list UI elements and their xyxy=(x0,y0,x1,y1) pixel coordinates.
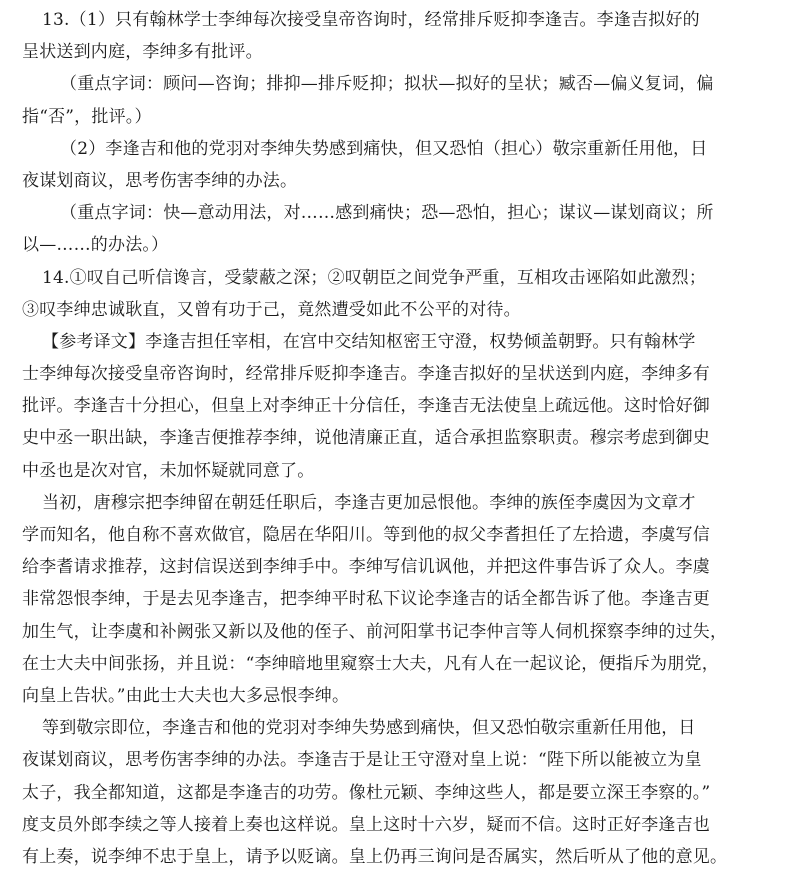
text-line: 呈状送到内庭，李绅多有批评。 xyxy=(22,42,263,63)
text-line: 太子，我全都知道，这都是李逢吉的功劳。像杜元颖、李绅这些人，都是要立深王李察的。” xyxy=(22,782,711,803)
text-line: 有上奏，说李绅不忠于皇上，请予以贬谪。皇上仍再三询问是否属实，然后听从了他的意见。 xyxy=(22,846,728,867)
text-line: 中丞也是次对官，未加怀疑就同意了。 xyxy=(22,460,315,481)
text-line: 以—……的办法。） xyxy=(22,235,169,256)
text-line: 向皇上告状。”由此士大夫也大多忌恨李绅。 xyxy=(22,685,350,706)
text-line: 等到敬宗即位，李逢吉和他的党羽对李绅失势感到痛快，但又恐怕敬宗重新任用他，日 xyxy=(42,718,696,739)
text-line: 夜谋划商议，思考伤害李绅的办法。李逢吉于是让王守澄对皇上说：“陛下所以能被立为皇 xyxy=(22,750,702,771)
text-line: 士李绅每次接受皇帝咨询时，经常排斥贬抑李逢吉。李逢吉拟好的呈状送到内庭，李绅多有 xyxy=(22,364,710,385)
text-line: 非常怨恨李绅，于是去见李逢吉，把李绅平时私下议论李逢吉的话全都告诉了他。李逢吉更 xyxy=(22,589,710,610)
text-line: 学而知名，他自称不喜欢做官，隐居在华阳川。等到他的叔父李耆担任了左拾遗，李虞写信 xyxy=(22,525,710,545)
text-line: （2）李逢吉和他的党羽对李绅失势感到痛快，但又恐怕（担心）敬宗重新任用他，日 xyxy=(60,138,708,159)
text-line: 夜谋划商议，思考伤害李绅的办法。 xyxy=(22,170,298,191)
text-line: 加生气，让李虞和补阙张又新以及他的侄子、前河阳掌书记李仲言等人伺机探察李绅的过失， xyxy=(22,621,728,642)
text-line: 史中丞一职出缺，李逢吉便推荐李绅，说他清廉正直，适合承担监察职责。穆宗考虑到御史 xyxy=(22,428,710,449)
text-line: 【参考译文】李逢吉担任宰相，在宫中交结知枢密王守澄，权势倾盖朝野。只有翰林学 xyxy=(42,331,696,352)
text-line: 度支员外郎李续之等人接着上奏也这样说。皇上这时十六岁，疑而不信。这时正好李逢吉也 xyxy=(22,814,710,835)
text-line: 指“否”，批评。） xyxy=(22,106,152,127)
text-line: （重点字词：快—意动用法，对……感到痛快；恐—恐怕，担心；谋议—谋划商议；所 xyxy=(60,203,714,224)
text-line: （重点字词：顾问—咨询；排抑—排斥贬抑；拟状—拟好的呈状；臧否—偏义复词，偏 xyxy=(60,74,714,95)
text-line: 当初，唐穆宗把李绅留在朝廷任职后，李逢吉更加忌恨他。李绅的族侄李虞因为文章才 xyxy=(42,492,696,513)
text-line: 批评。李逢吉十分担心，但皇上对李绅正十分信任，李逢吉无法使皇上疏远他。这时恰好御 xyxy=(22,396,710,417)
text-line: 给李耆请求推荐，这封信误送到李绅手中。李绅写信讥讽他，并把这件事告诉了众人。李虞 xyxy=(22,557,710,578)
text-line: 13.（1）只有翰林学士李绅每次接受皇帝咨询时，经常排斥贬抑李逢吉。李逢吉拟好的 xyxy=(42,10,700,30)
text-line: 在士大夫中间张扬，并且说：“李绅暗地里窥察士大夫，凡有人在一起议论，便指斥为朋党， xyxy=(22,653,719,674)
text-line: ③叹李绅忠诚耿直，又曾有功于己，竟然遭受如此不公平的对待。 xyxy=(22,299,521,320)
text-line: 14.①叹自己听信谗言，受蒙蔽之深；②叹朝臣之间党争严重，互相攻击诬陷如此激烈； xyxy=(42,267,707,288)
